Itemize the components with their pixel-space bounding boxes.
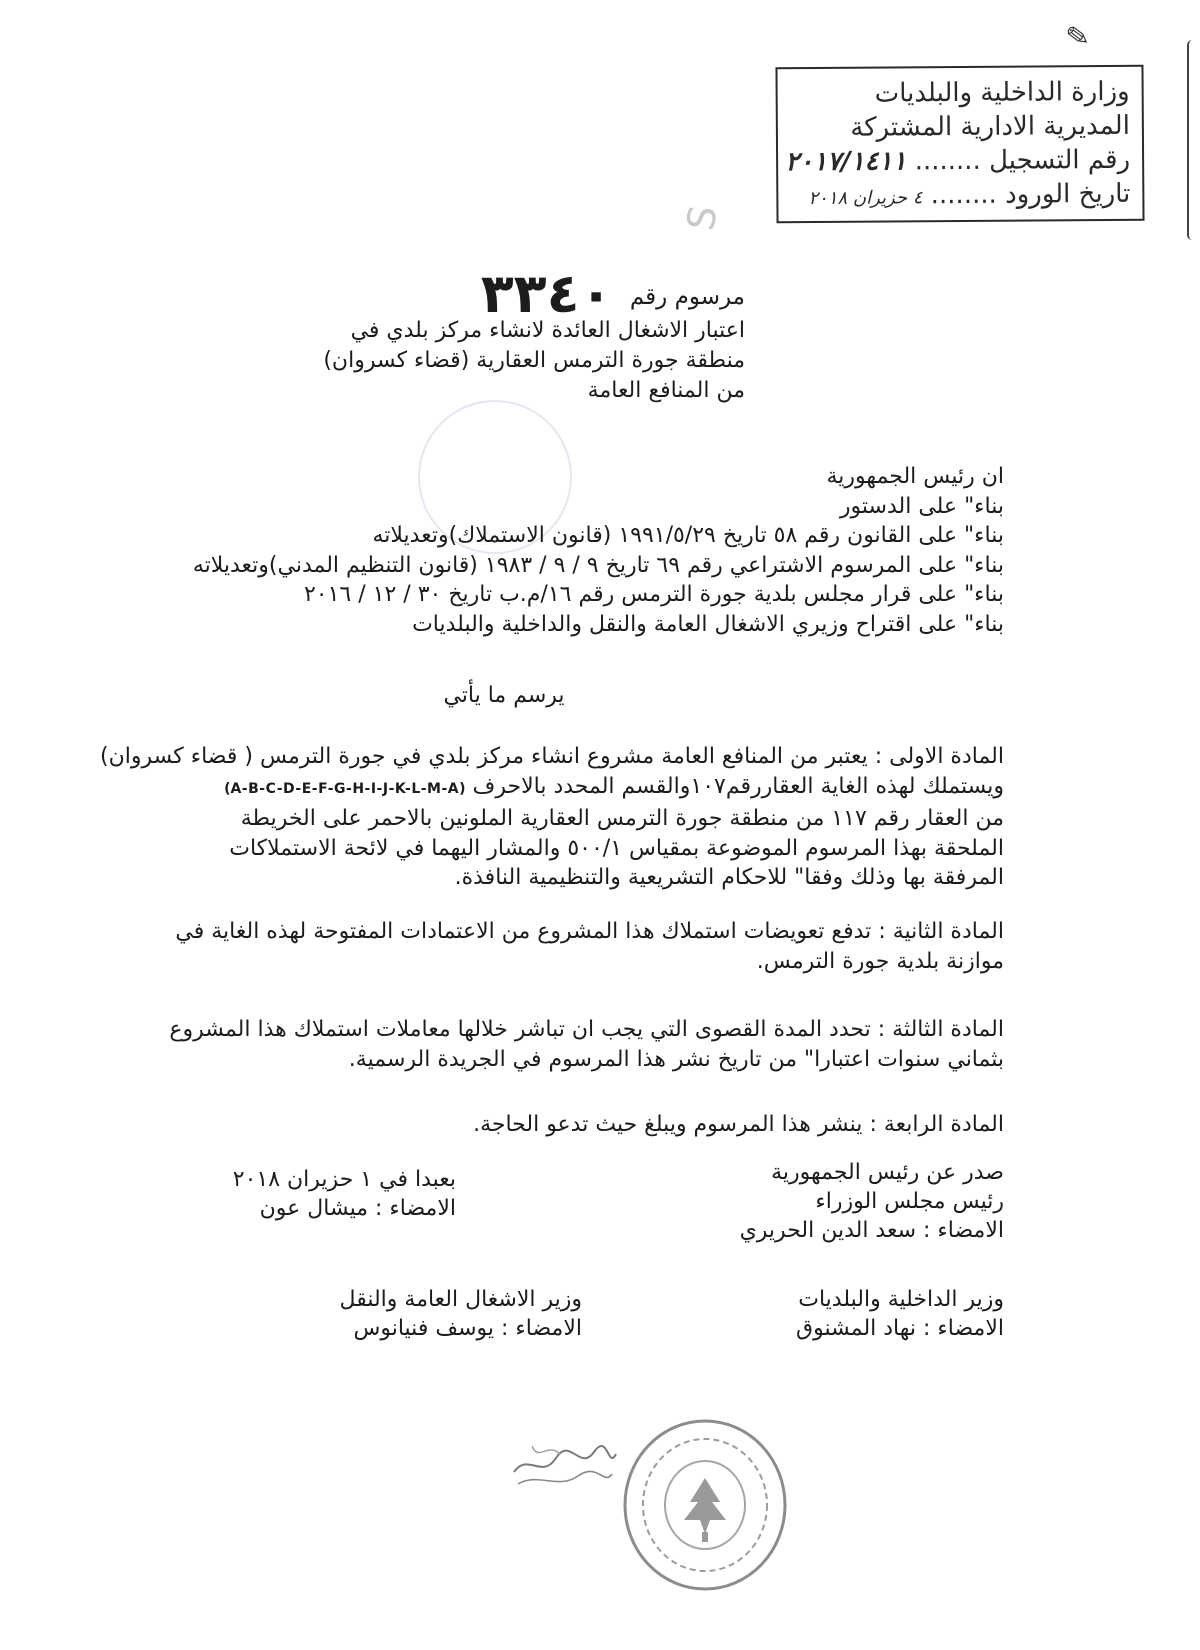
article-text: يعتبر من المنافع العامة مشروع انشاء مركز بلدي في جورة الترمس ( قضاء كسروان) (100, 744, 868, 769)
article-4 (473, 1110, 1004, 1140)
article-label: المادة الثانية : (878, 919, 1004, 944)
stamp-date-label: تاريخ الورود (1004, 178, 1131, 210)
preamble-line: بناء" على اقتراح وزيري الاشغال العامة والنقل والداخلية والبلديات (412, 611, 1004, 637)
faint-pencil-mark: S (678, 202, 726, 234)
decree-number: ٣٣٤٠ (480, 262, 613, 325)
stamp-date-value: ٤ حزيران ٢٠١٨ (808, 187, 923, 210)
interior-minister-block (796, 1285, 1004, 1343)
article-text: الملحقة بهذا المرسوم الموضوعة بمقياس ٥٠٠/١ والمشار اليهما في لائحة الاستملاكات (229, 835, 1004, 861)
preamble-line: بناء" على قرار مجلس بلدية جورة الترمس رقم ١٦/م.ب تاريخ ٣٠ / ١٢ / ٢٠١٦ (303, 582, 1004, 607)
handwritten-initials: ✎ (1063, 18, 1092, 55)
preamble-line: بناء" على الدستور (839, 493, 1004, 519)
preamble-line: بناء" على القانون رقم ٥٨ تاريخ ١٩٩١/٥/٢٩ (قانون الاستملاك)وتعديلاته (372, 523, 1004, 548)
article-text: تدفع تعويضات استملاك هذا المشروع من الاعتمادات المفتوحة لهذه الغاية في (175, 919, 872, 944)
issued-by: صدر عن رئيس الجمهورية (771, 1160, 1004, 1185)
decree-title-line: اعتبار الاشغال العائدة لانشاء مركز بلدي في (350, 318, 745, 343)
decree-title-line: منطقة جورة الترمس العقارية (قضاء كسروان) (323, 348, 745, 373)
article-text: ينشر هذا المرسوم ويبلغ حيث تدعو الحاجة. (473, 1112, 863, 1137)
works-minister-signature: الامضاء : يوسف فنيانوس (353, 1316, 582, 1341)
handwritten-signature-icon (508, 1432, 620, 1496)
prime-minister-signature: الامضاء : سعد الدين الحريري (739, 1218, 1004, 1243)
preamble (193, 462, 1004, 639)
stamp-registration-row: رقم التسجيل ........ ٢٠١٧/١٤١١ (785, 144, 1131, 178)
president-signature-block (233, 1165, 456, 1223)
article-label: المادة الثالثة : (877, 1017, 1004, 1042)
cedar-seal-icon (620, 1416, 790, 1594)
article-text: بثماني سنوات اعتبارا" من تاريخ نشر هذا المرسوم في الجريدة الرسمية. (348, 1046, 1004, 1072)
article-2 (175, 917, 1004, 976)
article-label: المادة الاولى : (874, 744, 1004, 769)
stamp-date-row: تاريخ الورود ........ ٤ حزيران ٢٠١٨ (808, 178, 1131, 211)
works-minister-title: وزير الاشغال العامة والنقل (339, 1287, 582, 1312)
stamp-directorate: المديرية الادارية المشتركة (850, 110, 1130, 143)
preamble-line: ان رئيس الجمهورية (826, 464, 1004, 489)
decrees-heading: يرسم ما يأتي (443, 683, 565, 708)
margin-mark (1187, 40, 1197, 240)
article-text: من العقار رقم ١١٧ من منطقة جورة الترمس العقارية الملونين بالاحمر على الخريطة (240, 806, 1004, 831)
article-1 (100, 742, 1004, 893)
article-text: موازنة بلدية جورة الترمس. (756, 948, 1004, 974)
article-label: المادة الرابعة : (869, 1112, 1004, 1137)
article-text: المرفقة بها وذلك وفقا" للاحكام التشريعية والتنظيمية النافذة. (454, 865, 1004, 890)
article-3 (169, 1015, 1004, 1074)
works-minister-block (340, 1285, 582, 1343)
registration-stamp (775, 65, 1144, 224)
interior-minister-signature: الامضاء : نهاد المشنوق (796, 1316, 1004, 1341)
preamble-line: بناء" على المرسوم الاشتراعي رقم ٦٩ تاريخ ٩ / ٩ / ١٩٨٣ (قانون التنظيم المدني)وتعديلاته (192, 552, 1004, 578)
prime-minister-title: رئيس مجلس الوزراء (815, 1189, 1004, 1214)
article-text: تحدد المدة القصوى التي يجب ان تباشر خلالها معاملات استملاك هذا المشروع (169, 1017, 871, 1042)
interior-minister-title: وزير الداخلية والبلديات (798, 1287, 1004, 1312)
decree-title (323, 316, 745, 406)
stamp-ministry: وزارة الداخلية والبلديات (874, 76, 1130, 109)
president-signature: الامضاء : ميشال عون (259, 1196, 456, 1221)
decree-number-label: مرسوم رقم (629, 284, 745, 310)
article-text: ويستملك لهذه الغاية العقاررقم١٠٧والقسم المحدد بالاحرف (472, 773, 1004, 799)
stamp-registration-label: رقم التسجيل (988, 144, 1131, 176)
stamp-registration-number: ٢٠١٧/١٤١١ (785, 146, 907, 178)
decree-title-line: من المنافع العامة (587, 378, 745, 403)
prime-minister-block (740, 1158, 1004, 1245)
signing-place-date: بعبدا في ١ حزيران ٢٠١٨ (232, 1167, 456, 1192)
parcel-letters: (A-B-C-D-E-F-G-H-I-J-K-L-M-A) (224, 780, 466, 797)
